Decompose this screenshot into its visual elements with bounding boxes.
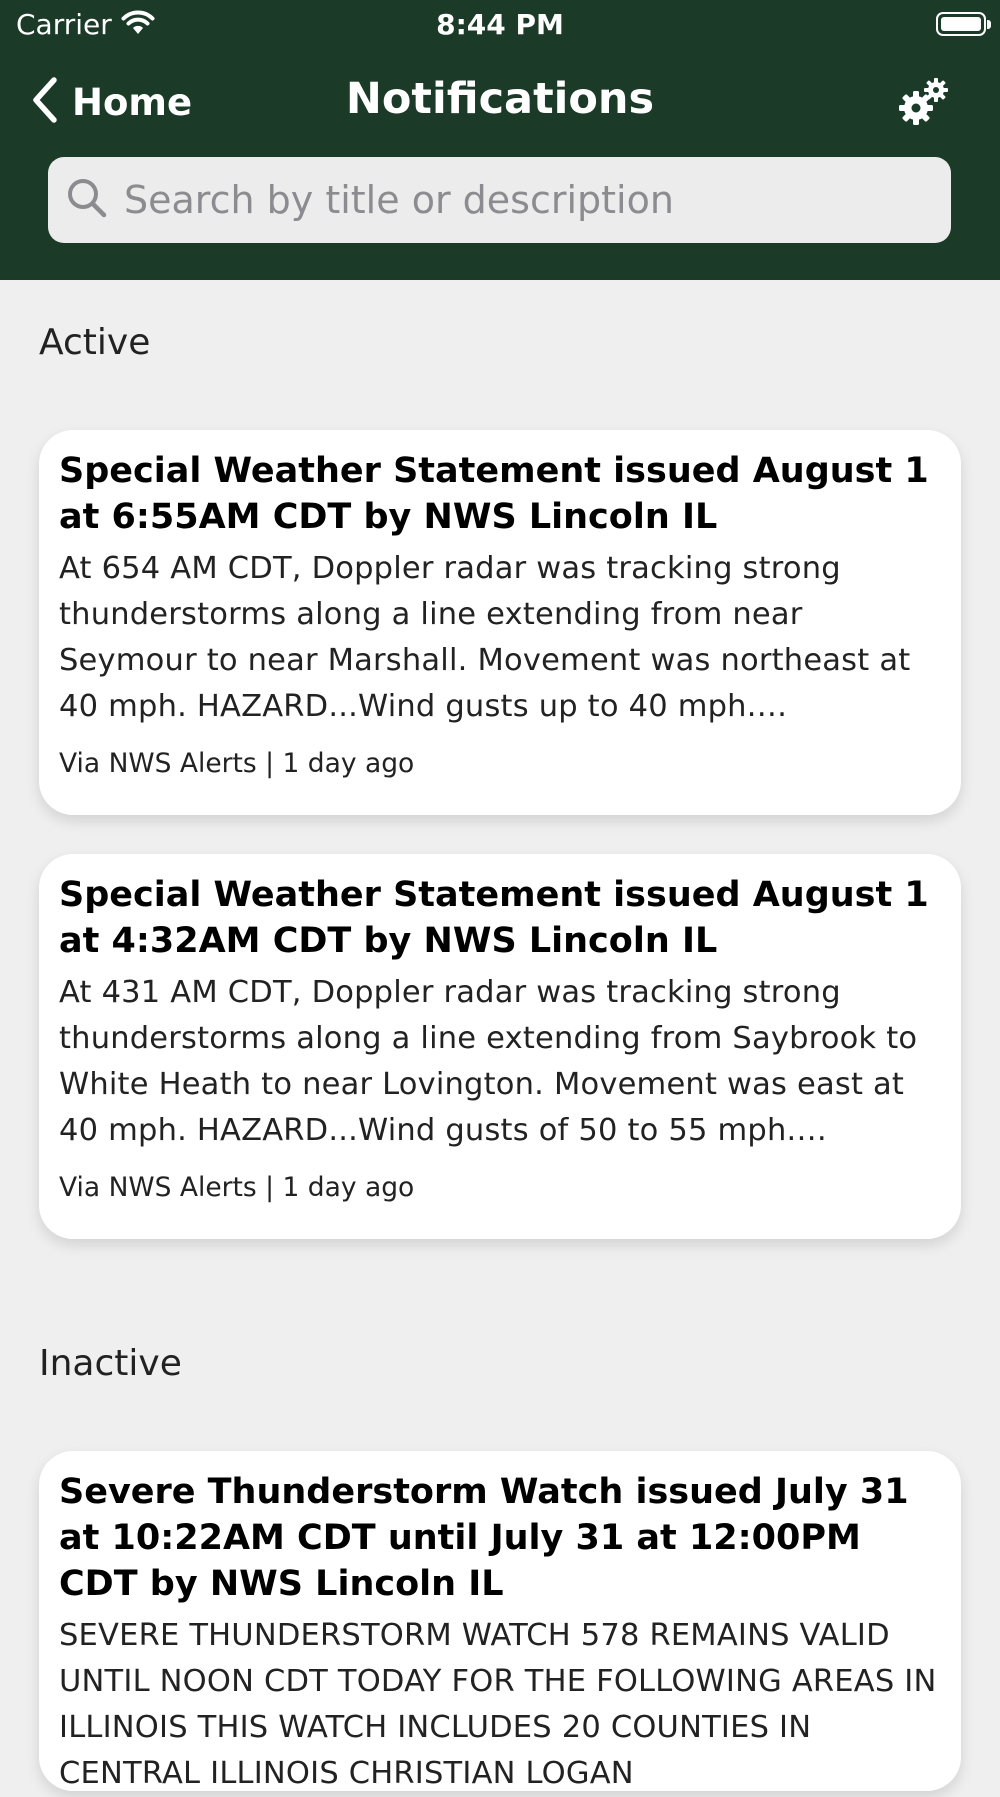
gears-icon	[896, 115, 952, 134]
notification-description: SEVERE THUNDERSTORM WATCH 578 REMAINS VALID UNTIL NOON CDT TODAY FOR THE FOLLOWING AREAS IN ILLINOIS THIS WATCH INCLUDES 20 COUNTIES IN CENTRAL ILLINOIS CHRISTIAN LOGAN	[59, 1618, 937, 1791]
status-bar	[0, 0, 1000, 50]
notification-meta: Via NWS Alerts | 1 day ago	[59, 748, 415, 779]
battery-icon	[936, 12, 986, 36]
section-label-active: Active	[39, 322, 151, 363]
carrier-label: Carrier	[16, 8, 112, 41]
notification-card[interactable]	[39, 430, 961, 815]
notification-card[interactable]	[39, 854, 961, 1239]
notification-description: At 654 AM CDT, Doppler radar was tracking strong thunderstorms along a line extending from near Seymour to near Marshall. Movement was northeast at 40 mph. HAZARD...Wind gusts up to 40 mph.	[59, 551, 911, 724]
notification-description: At 431 AM CDT, Doppler radar was tracking strong thunderstorms along a line extending from Saybrook to White Heath to near Lovington. Movement was east at 40 mph. HAZARD...Wind gusts of 50 to 55 mph.	[59, 975, 918, 1148]
notification-title: Special Weather Statement issued August 1 at 6:55AM CDT by NWS Lincoln IL	[59, 451, 929, 537]
page-title: Notifications	[345, 74, 655, 124]
notification-meta: Via NWS Alerts | 1 day ago	[59, 1172, 415, 1203]
search-input[interactable]	[122, 169, 951, 231]
search-icon	[66, 177, 108, 223]
back-label: Home	[72, 80, 193, 124]
notification-card[interactable]	[39, 1451, 961, 1791]
section-label-inactive: Inactive	[39, 1343, 182, 1384]
settings-button[interactable]	[896, 74, 952, 130]
status-time: 8:44 PM	[436, 8, 564, 41]
search-box	[48, 157, 951, 243]
notification-title: Severe Thunderstorm Watch issued July 31 at 10:22AM CDT until July 31 at 12:00PM CDT by NWS Lincoln IL	[59, 1472, 909, 1604]
header	[0, 0, 1000, 280]
notification-title: Special Weather Statement issued August 1 at 4:32AM CDT by NWS Lincoln IL	[59, 875, 929, 961]
